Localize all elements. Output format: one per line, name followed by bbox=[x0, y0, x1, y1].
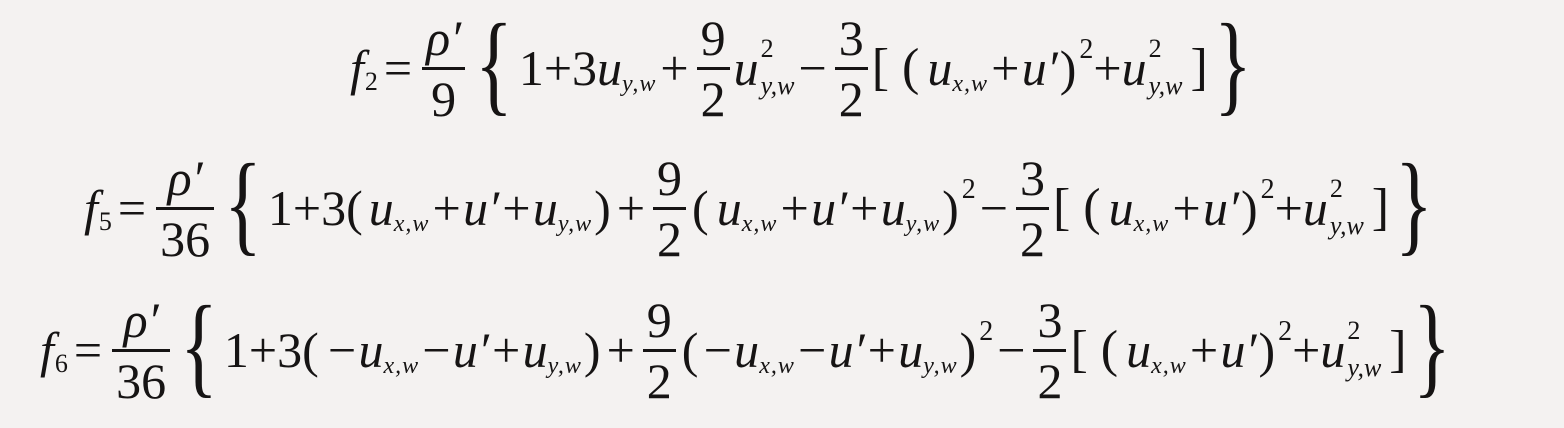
paren-open: ( bbox=[692, 180, 709, 236]
fraction-bar bbox=[422, 67, 465, 70]
prefix-fraction bbox=[422, 9, 465, 127]
prefix-numerator: ρ′ bbox=[167, 149, 203, 206]
sup-sub bbox=[1329, 174, 1364, 240]
sub-x: x,w bbox=[741, 211, 778, 237]
fraction-bar bbox=[653, 207, 686, 210]
brace-close: } bbox=[1412, 284, 1451, 408]
sub-x: x,w bbox=[383, 353, 420, 379]
lead-terms: 1+3 bbox=[518, 40, 598, 96]
minus: − bbox=[798, 40, 827, 96]
plus: + bbox=[616, 180, 646, 236]
sub-x: x,w bbox=[393, 211, 430, 237]
sub-y: y,w bbox=[1329, 211, 1364, 240]
inner-text: +u′+ bbox=[429, 180, 533, 236]
sub-y: y,w bbox=[547, 353, 582, 379]
sup-2: 2 bbox=[760, 34, 774, 64]
equation-f5 bbox=[84, 142, 1439, 268]
sub-x: x,w bbox=[759, 353, 795, 379]
frac-b bbox=[1016, 149, 1049, 267]
frac-a-den: 2 bbox=[646, 352, 672, 409]
sup-sub bbox=[760, 34, 795, 100]
var-u: u bbox=[880, 180, 906, 236]
equation-f6 bbox=[40, 284, 1456, 410]
prefix-fraction bbox=[112, 291, 170, 409]
bracket-open: [ ( bbox=[1070, 321, 1119, 378]
paren-close: ) bbox=[1258, 322, 1276, 378]
prefix-denominator: 36 bbox=[160, 210, 211, 267]
frac-b bbox=[1033, 291, 1066, 409]
sup-2: 2 bbox=[1148, 34, 1162, 64]
plus: + bbox=[606, 322, 635, 378]
brace-open: { bbox=[475, 2, 513, 126]
brace-open: { bbox=[180, 284, 218, 408]
bracket-open: [ ( bbox=[871, 39, 920, 96]
var-u: u bbox=[1108, 180, 1134, 236]
frac-b-num: 3 bbox=[1019, 149, 1045, 206]
inner-text: −u′+u bbox=[794, 322, 924, 378]
frac-a bbox=[643, 291, 676, 409]
sup-2: 2 bbox=[1278, 316, 1293, 347]
lhs-f: f bbox=[84, 180, 98, 236]
fraction-bar bbox=[112, 349, 170, 352]
bracket-close: ] bbox=[1389, 321, 1407, 378]
brace-open: { bbox=[224, 142, 262, 266]
inner-text: −u′+u bbox=[419, 322, 548, 378]
sub-y: y,w bbox=[1148, 71, 1183, 100]
var-u: u bbox=[733, 40, 759, 96]
prefix-denominator: 36 bbox=[116, 352, 167, 409]
sup-2: 2 bbox=[1329, 174, 1343, 204]
frac-b-den: 2 bbox=[1037, 352, 1063, 409]
var-u: u bbox=[1126, 322, 1152, 378]
sub-y: y,w bbox=[557, 211, 593, 237]
frac-a bbox=[653, 149, 686, 267]
equals: = bbox=[117, 180, 147, 236]
equation-f2 bbox=[350, 2, 1258, 128]
brace-close: } bbox=[1213, 2, 1252, 126]
sup-2: 2 bbox=[1260, 174, 1275, 205]
frac-a-den: 2 bbox=[700, 70, 726, 127]
sup-2: 2 bbox=[1079, 34, 1094, 65]
sub-y: y,w bbox=[622, 71, 657, 97]
lhs-sub: 2 bbox=[364, 67, 378, 96]
u-prime: +u′ bbox=[1169, 180, 1239, 236]
prefix-numerator: ρ′ bbox=[426, 9, 462, 66]
var-u: u bbox=[597, 40, 623, 96]
paren-close: ) bbox=[583, 322, 601, 378]
sup-sub bbox=[1347, 316, 1382, 382]
minus: − bbox=[997, 322, 1026, 378]
neg-u: −u bbox=[700, 322, 760, 378]
frac-a-num: 9 bbox=[657, 149, 683, 206]
brace-close: } bbox=[1395, 142, 1433, 266]
lhs-sub: 6 bbox=[54, 349, 68, 378]
minus: − bbox=[979, 180, 1008, 236]
plus: + bbox=[660, 40, 689, 96]
fraction-bar bbox=[156, 207, 214, 210]
paren-close: ) bbox=[942, 180, 959, 236]
paren-close: ) bbox=[959, 322, 977, 378]
equals: = bbox=[73, 322, 103, 378]
lhs-f: f bbox=[40, 322, 54, 378]
var-u: u bbox=[1320, 322, 1346, 378]
sub-y: y,w bbox=[923, 353, 958, 379]
frac-a-num: 9 bbox=[646, 291, 672, 348]
frac-b-num: 3 bbox=[1037, 291, 1063, 348]
prefix-numerator: ρ′ bbox=[123, 291, 159, 348]
sup-sub bbox=[1148, 34, 1183, 100]
frac-b-num: 3 bbox=[838, 9, 864, 66]
fraction-bar bbox=[643, 349, 676, 352]
plus-2: + bbox=[1292, 322, 1321, 378]
sub-y: y,w bbox=[905, 211, 941, 237]
fraction-bar bbox=[1016, 207, 1049, 210]
frac-b bbox=[835, 9, 868, 127]
inner-text: +u′+ bbox=[777, 180, 881, 236]
paren-close: ) bbox=[1240, 180, 1258, 236]
bracket-open: [ ( bbox=[1052, 179, 1101, 236]
sup-2: 2 bbox=[979, 316, 994, 347]
prefix-fraction bbox=[156, 149, 214, 267]
var-u: u bbox=[716, 180, 742, 236]
plus-2: + bbox=[1093, 40, 1122, 96]
prefix-denominator: 9 bbox=[431, 70, 457, 127]
frac-a-num: 9 bbox=[700, 9, 726, 66]
fraction-bar bbox=[697, 67, 730, 70]
frac-a-den: 2 bbox=[657, 210, 683, 267]
sub-y: y,w bbox=[760, 71, 795, 100]
bracket-close: ] bbox=[1371, 179, 1390, 236]
paren-close: ) bbox=[594, 180, 611, 236]
sub-y: y,w bbox=[1347, 353, 1382, 382]
sup-2: 2 bbox=[1347, 316, 1361, 346]
lead-terms: 1+3( bbox=[223, 322, 319, 378]
sub-x: x,w bbox=[1151, 353, 1187, 379]
equals: = bbox=[383, 40, 413, 96]
lhs-sub: 5 bbox=[98, 207, 112, 236]
u-prime: +u′ bbox=[1186, 322, 1257, 378]
fraction-bar bbox=[835, 67, 868, 70]
frac-b-den: 2 bbox=[1019, 210, 1045, 267]
frac-a bbox=[697, 9, 730, 127]
paren-close: ) bbox=[1059, 40, 1077, 96]
lhs-f: f bbox=[350, 40, 364, 96]
var-u: u bbox=[368, 180, 394, 236]
fraction-bar bbox=[1033, 349, 1066, 352]
frac-b-den: 2 bbox=[838, 70, 864, 127]
var-u: u bbox=[1121, 40, 1147, 96]
sub-x: x,w bbox=[1133, 211, 1170, 237]
neg-u: −u bbox=[324, 322, 384, 378]
sub-x: x,w bbox=[952, 71, 989, 97]
u-prime: +u′ bbox=[988, 40, 1058, 96]
paren-open: ( bbox=[681, 322, 699, 378]
lead-terms: 1+3( bbox=[267, 180, 363, 236]
plus-2: + bbox=[1274, 180, 1303, 236]
bracket-close: ] bbox=[1190, 39, 1208, 96]
var-u: u bbox=[532, 180, 558, 236]
var-u: u bbox=[927, 40, 953, 96]
sup-2: 2 bbox=[961, 174, 976, 205]
var-u: u bbox=[1302, 180, 1328, 236]
